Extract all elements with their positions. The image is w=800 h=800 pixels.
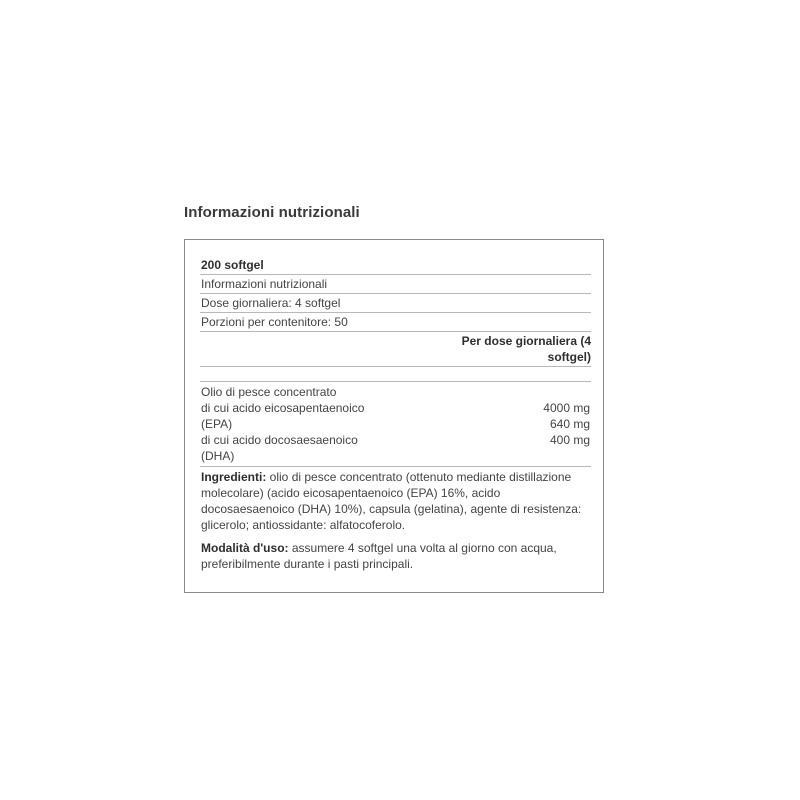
column-header-row: [200, 332, 591, 367]
nutrient-name-line: (DHA): [201, 449, 235, 463]
column-header: Per dose giornaliera (4 softgel): [461, 334, 591, 364]
usage-label: Modalità d'uso:: [201, 541, 289, 555]
nutrition-label-content: [200, 256, 591, 572]
nutrition-label: [184, 239, 604, 593]
nutrient-name-line: di cui acido docosaesaenoico: [201, 433, 358, 447]
nutrient-value: 400 mg: [549, 433, 590, 447]
servings-per-container: Porzioni per contenitore: 50: [200, 313, 591, 332]
nutrient-name-line: di cui acido eicosapentaenoico: [201, 401, 365, 415]
ingredients-paragraph: [200, 467, 591, 533]
ingredients-label: Ingredienti:: [201, 470, 267, 484]
daily-dose: Dose giornaliera: 4 softgel: [200, 294, 591, 313]
nutrient-value: 640 mg: [549, 417, 590, 431]
usage-paragraph: [200, 538, 591, 572]
ingredients-text: olio di pesce concentrato (ottenuto mediante distillazione molecolare) (acido eicosapentaenoico (EPA) 16%, acido docosaesaenoico (DHA) 10%), capsula (gelatina), agente di resistenza: glicerolo; antiossidante: alfatocoferolo.: [201, 470, 582, 532]
product-size: 200 softgel: [200, 256, 591, 275]
section-title: Informazioni nutrizionali: [184, 204, 360, 221]
info-row: Informazioni nutrizionali: [200, 275, 591, 294]
nutrient-table: [200, 382, 591, 467]
spacer-row: [200, 367, 591, 382]
nutrient-name-line: Olio di pesce concentrato: [201, 385, 337, 399]
nutrient-value: 4000 mg: [543, 401, 590, 415]
nutrient-name-line: (EPA): [201, 417, 233, 431]
nutrient-values: [543, 400, 590, 448]
nutrient-names: [201, 384, 431, 464]
usage-text: assumere 4 softgel una volta al giorno con acqua, preferibilmente durante i pasti principali.: [201, 541, 557, 571]
